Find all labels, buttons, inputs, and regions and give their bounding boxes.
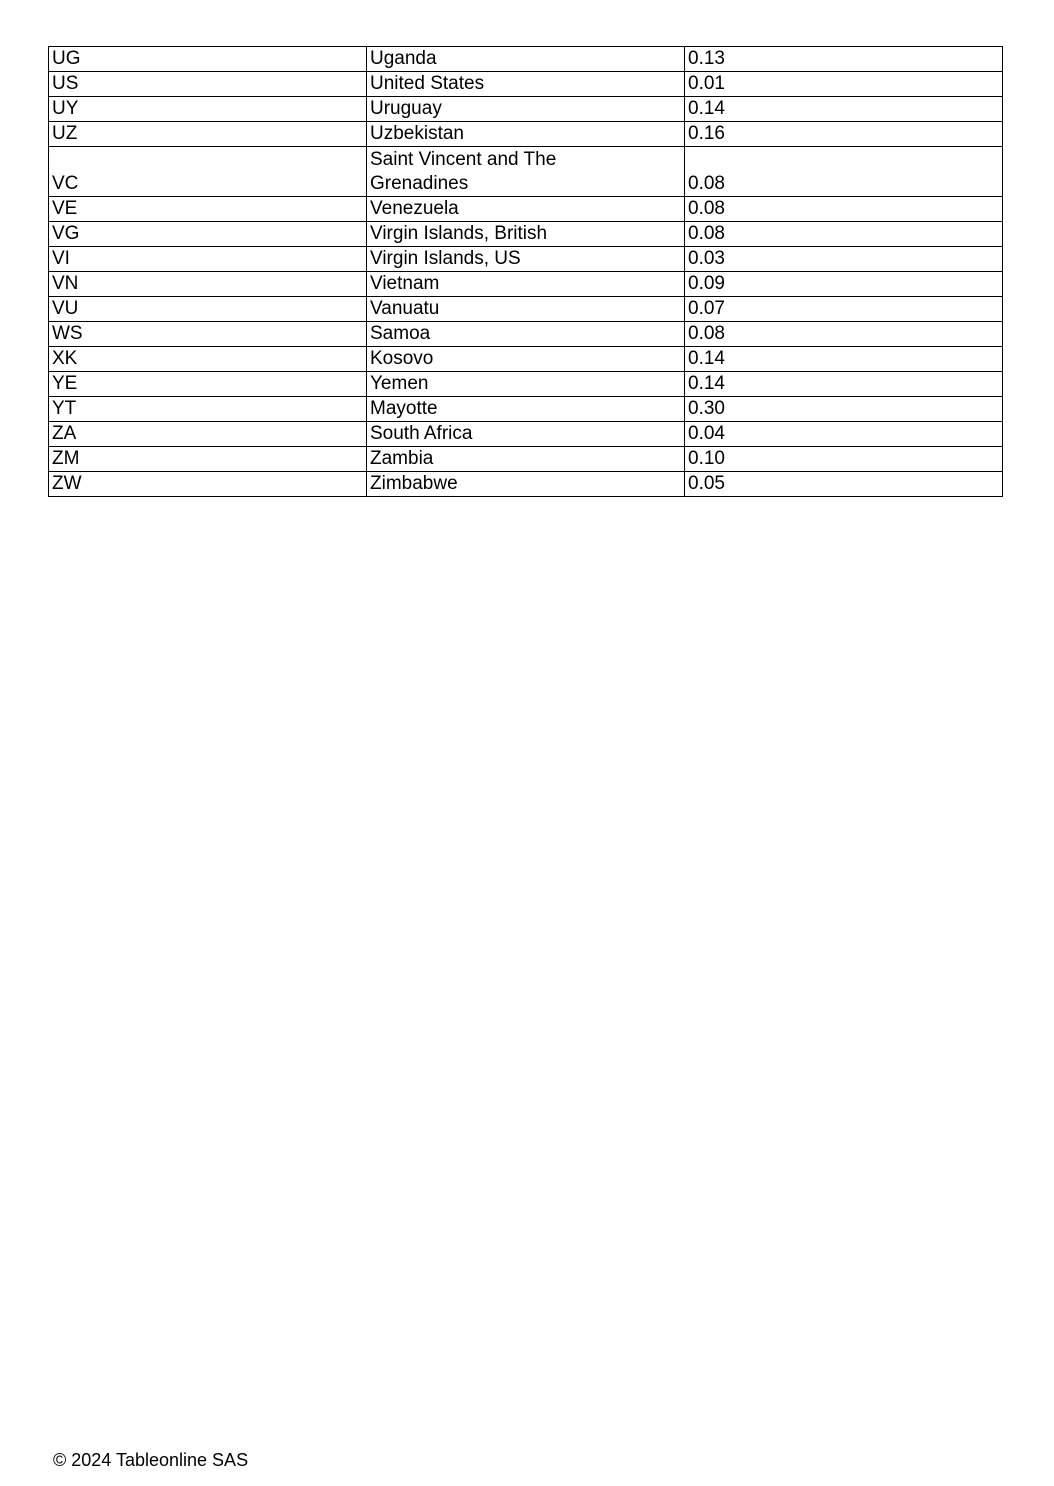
country-name-cell: Samoa	[367, 322, 685, 347]
table-row	[49, 72, 1003, 97]
country-code-cell: US	[49, 72, 367, 97]
table-row	[49, 472, 1003, 497]
country-rate-table	[48, 46, 1003, 497]
country-name-cell: United States	[367, 72, 685, 97]
value-cell: 0.07	[685, 297, 1003, 322]
table-row	[49, 47, 1003, 72]
table-row	[49, 422, 1003, 447]
value-cell: 0.09	[685, 272, 1003, 297]
value-cell: 0.16	[685, 122, 1003, 147]
value-cell: 0.04	[685, 422, 1003, 447]
country-name-cell: Saint Vincent and The Grenadines	[367, 147, 685, 197]
value-cell: 0.13	[685, 47, 1003, 72]
table-row	[49, 322, 1003, 347]
copyright-footer: © 2024 Tableonline SAS	[53, 1450, 249, 1470]
country-code-cell: VC	[49, 147, 367, 197]
value-cell: 0.14	[685, 347, 1003, 372]
value-cell: 0.08	[685, 197, 1003, 222]
country-name-cell: Vietnam	[367, 272, 685, 297]
country-name-cell: Virgin Islands, British	[367, 222, 685, 247]
country-code-cell: VG	[49, 222, 367, 247]
country-code-cell: WS	[49, 322, 367, 347]
value-cell: 0.30	[685, 397, 1003, 422]
country-name-cell: Virgin Islands, US	[367, 247, 685, 272]
table-row	[49, 147, 1003, 197]
country-name-cell: Vanuatu	[367, 297, 685, 322]
country-name-cell: Venezuela	[367, 197, 685, 222]
table-row	[49, 222, 1003, 247]
country-code-cell: ZM	[49, 447, 367, 472]
country-code-cell: ZW	[49, 472, 367, 497]
table-row	[49, 97, 1003, 122]
country-name-cell: Zambia	[367, 447, 685, 472]
country-code-cell: VI	[49, 247, 367, 272]
country-name-cell: Kosovo	[367, 347, 685, 372]
country-name-cell: Uzbekistan	[367, 122, 685, 147]
country-name-cell: Mayotte	[367, 397, 685, 422]
value-cell: 0.08	[685, 222, 1003, 247]
value-cell: 0.03	[685, 247, 1003, 272]
country-code-cell: XK	[49, 347, 367, 372]
value-cell: 0.10	[685, 447, 1003, 472]
table-row	[49, 247, 1003, 272]
table-row	[49, 447, 1003, 472]
country-name-cell: Uganda	[367, 47, 685, 72]
country-code-cell: UZ	[49, 122, 367, 147]
value-cell: 0.14	[685, 97, 1003, 122]
country-code-cell: YT	[49, 397, 367, 422]
country-code-cell: UY	[49, 97, 367, 122]
value-cell: 0.01	[685, 72, 1003, 97]
country-code-cell: UG	[49, 47, 367, 72]
table-row	[49, 122, 1003, 147]
table-row	[49, 272, 1003, 297]
country-code-cell: ZA	[49, 422, 367, 447]
country-code-cell: VN	[49, 272, 367, 297]
country-name-cell: Yemen	[367, 372, 685, 397]
country-code-cell: VU	[49, 297, 367, 322]
value-cell: 0.08	[685, 322, 1003, 347]
country-name-cell: Uruguay	[367, 97, 685, 122]
table-row	[49, 197, 1003, 222]
country-name-cell: Zimbabwe	[367, 472, 685, 497]
table-row	[49, 397, 1003, 422]
country-name-cell: South Africa	[367, 422, 685, 447]
table-row	[49, 372, 1003, 397]
country-code-cell: VE	[49, 197, 367, 222]
country-code-cell: YE	[49, 372, 367, 397]
value-cell: 0.05	[685, 472, 1003, 497]
table-row	[49, 347, 1003, 372]
value-cell: 0.08	[685, 147, 1003, 197]
value-cell: 0.14	[685, 372, 1003, 397]
table-row	[49, 297, 1003, 322]
